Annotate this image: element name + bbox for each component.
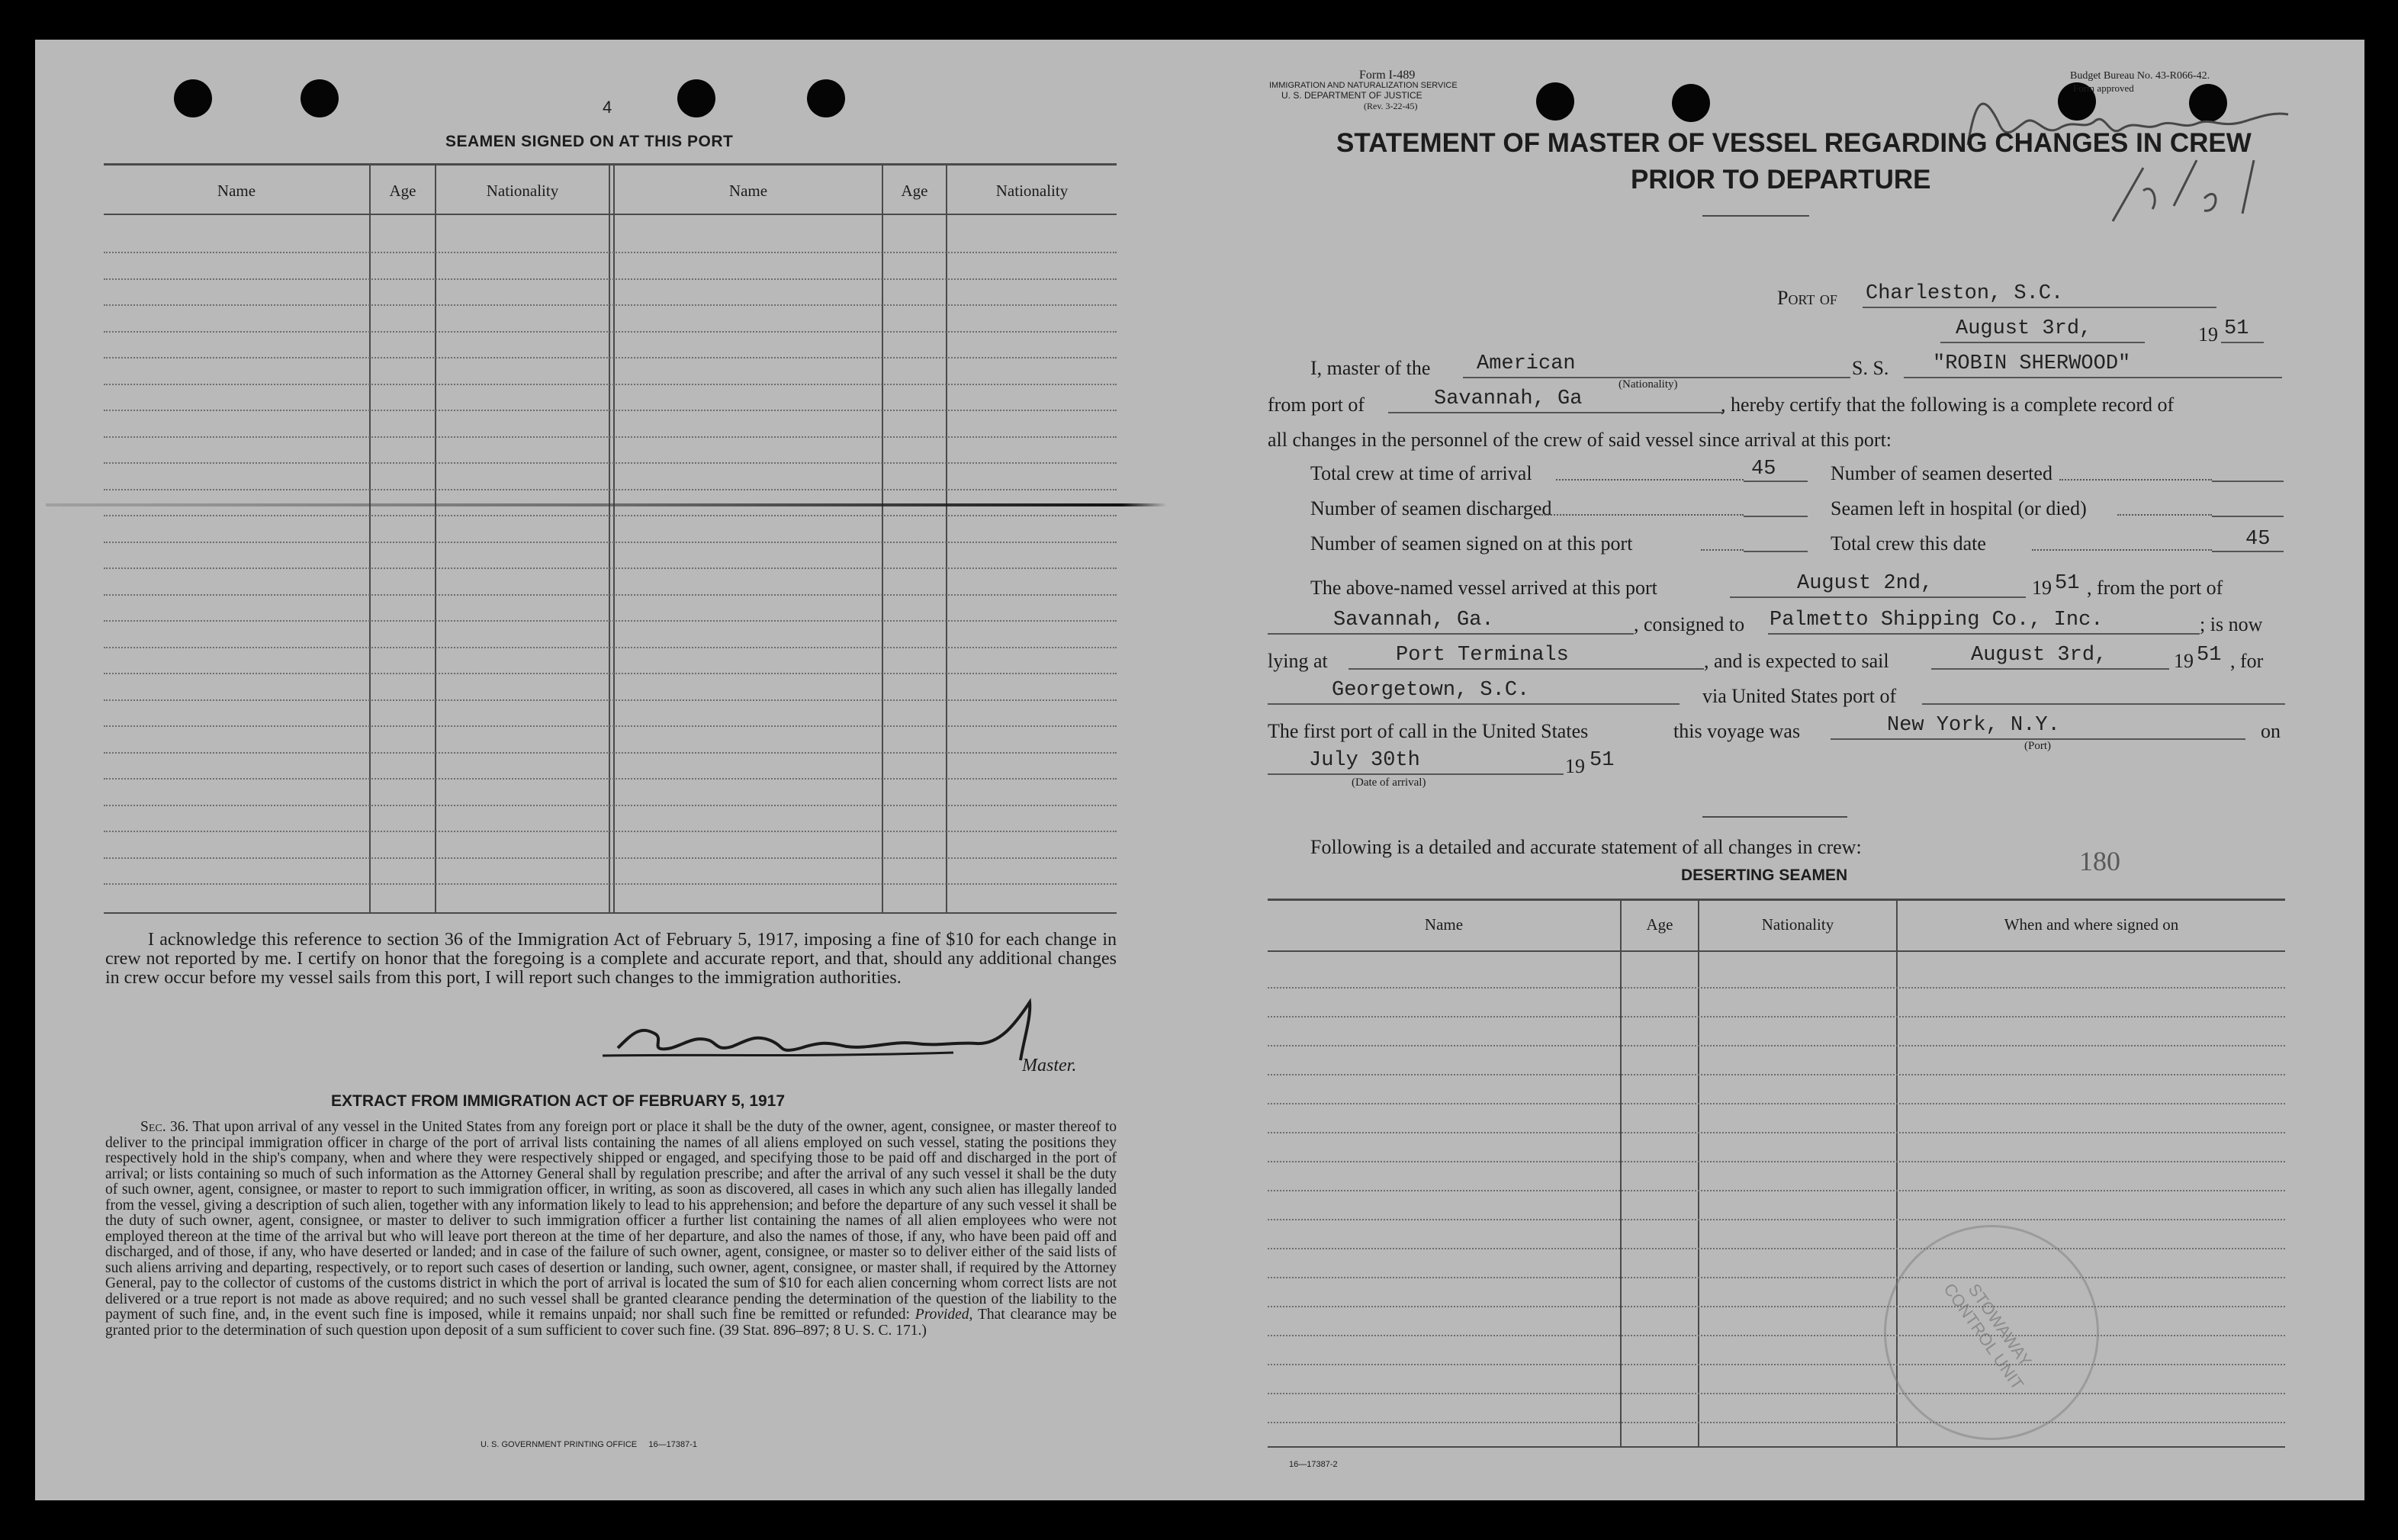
- form-approved: Form approved: [2073, 82, 2134, 94]
- col-header-age: Age: [901, 182, 928, 200]
- is-now-label: ; is now: [2200, 613, 2263, 635]
- expected-label: , and is expected to sail: [1704, 650, 1889, 672]
- leader-dots: [2059, 479, 2212, 481]
- arrived-year-prefix: 19: [2032, 577, 2052, 599]
- certify-text: , hereby certify that the following is a complete record of: [1721, 394, 2175, 416]
- hospital-line: [2212, 516, 2284, 517]
- for-label: , for: [2230, 650, 2264, 672]
- from-port-label: from port of: [1268, 394, 1365, 416]
- sail-date: August 3rd,: [1971, 644, 2107, 667]
- first-year: 51: [1590, 749, 1615, 772]
- col-header-nationality: Nationality: [995, 182, 1069, 200]
- deserted-line: [2212, 481, 2284, 482]
- table-row: [1268, 1335, 2285, 1336]
- first-port-label: The first port of call in the United States: [1268, 720, 1589, 742]
- form-title-line-1: STATEMENT OF MASTER OF VESSEL REGARDING CHANGES IN CREW: [1336, 128, 2252, 158]
- sail-date-line: [1931, 668, 2169, 670]
- lying-at-line: [1348, 668, 1704, 670]
- certify-text-2: all changes in the personnel of the crew of said vessel since arrival at this port:: [1268, 429, 1892, 451]
- port-of-value: Charleston, S.C.: [1866, 282, 2064, 305]
- arrived-date-line: [1730, 596, 2026, 598]
- table-row: [1268, 1161, 2285, 1162]
- table-row: [1268, 1103, 2285, 1104]
- deserting-title: DESERTING SEAMEN: [1681, 866, 1848, 884]
- deserting-col-nationality: Nationality: [1761, 915, 1834, 934]
- table-row: [1268, 1190, 2285, 1191]
- this-voyage-label: this voyage was: [1673, 720, 1801, 742]
- total-date-value: 45: [2245, 528, 2271, 551]
- deserting-col-name: Name: [1424, 915, 1464, 934]
- report-date-line: [1940, 342, 2145, 343]
- sail-year-prefix: 19: [2174, 650, 2194, 672]
- table-row: [1268, 1393, 2285, 1394]
- nationality-caption: (Nationality): [1618, 378, 1678, 391]
- lying-at-value: Port Terminals: [1396, 644, 1569, 667]
- total-arrival-value: 45: [1751, 458, 1776, 481]
- stamp-text: STOWAWAY CONTROL UNIT: [1940, 1279, 2036, 1394]
- section-rule: [1702, 816, 1847, 818]
- first-arrival-line: [1268, 773, 1564, 775]
- hospital-label: Seamen left in hospital (or died): [1831, 497, 2087, 519]
- footer-code: 16—17387-2: [1289, 1460, 1338, 1469]
- master-of-label: I, master of the: [1310, 357, 1431, 379]
- table-row: [1268, 1277, 2285, 1278]
- following-label: Following is a detailed and accurate statement of all changes in crew:: [1310, 836, 1862, 858]
- acknowledgment-text: I acknowledge this reference to section 36 of the Immigration Act of February 5, 1917, imposing a fine of $10 for each change in crew not reported by me. I certify on honor that the foregoing is a complete and accurate report, and that, should any additional changes in crew occur before my vessel sails from this port, I will report such changes to the immigration authorities.: [105, 930, 1117, 988]
- table-row: [1268, 1045, 2285, 1046]
- vessel-nationality: American: [1477, 352, 1576, 375]
- from-the-port-label: , from the port of: [2087, 577, 2223, 599]
- leader-dots: [1556, 479, 1744, 481]
- first-arrival-date: July 30th: [1309, 749, 1420, 772]
- table-row: [1268, 1422, 2285, 1423]
- col-header-name: Name: [728, 182, 768, 200]
- table-row: [1268, 1132, 2285, 1133]
- signed-on-line: [1744, 551, 1808, 552]
- via-line: [1922, 703, 2285, 705]
- deserting-col-when-where: When and where signed on: [2004, 915, 2179, 934]
- col-header-name: Name: [217, 182, 256, 200]
- destination: Georgetown, S.C.: [1332, 679, 1530, 702]
- title-rule: [1702, 215, 1809, 217]
- arrived-label: The above-named vessel arrived at this port: [1310, 577, 1657, 599]
- table-row: [1268, 1306, 2285, 1307]
- consignee: Palmetto Shipping Co., Inc.: [1770, 609, 2104, 632]
- consigned-label: , consigned to: [1634, 613, 1745, 635]
- table-row: [1268, 1248, 2285, 1249]
- table-row: [1268, 1016, 2285, 1018]
- year-line: [2221, 342, 2264, 343]
- arrived-date: August 2nd,: [1797, 572, 1934, 595]
- revision-date: (Rev. 3-22-45): [1364, 101, 1418, 111]
- form-number: Form I-489: [1359, 69, 1416, 82]
- deserted-label: Number of seamen deserted: [1831, 462, 2052, 484]
- first-port-value: New York, N.Y.: [1887, 714, 2060, 737]
- arrived-from-port: Savannah, Ga.: [1333, 609, 1494, 632]
- date-caption: (Date of arrival): [1352, 776, 1426, 789]
- leader-dots: [1701, 549, 1744, 551]
- lying-at-label: lying at: [1268, 650, 1328, 672]
- port-of-line: [1863, 307, 2216, 308]
- discharged-label: Number of seamen discharged: [1310, 497, 1552, 519]
- form-title-line-2: PRIOR TO DEPARTURE: [1631, 165, 1931, 195]
- leader-dots: [2117, 514, 2212, 516]
- stamp-number: 180: [2079, 846, 2120, 876]
- destination-line: [1268, 703, 1680, 705]
- from-port-line: [1388, 412, 1724, 413]
- deserting-col-age: Age: [1646, 915, 1673, 934]
- agency-name: IMMIGRATION AND NATURALIZATION SERVICE: [1269, 81, 1458, 90]
- page-number: 4: [603, 98, 612, 117]
- consignee-line: [1768, 633, 2200, 635]
- extract-body: That upon arrival of any vessel in the United States from any foreign port or place it shall be the duty of the owner, agent, consignee, or master thereof to deliver to the principal immigration officer in charge of the port of arrival lists containing the names of all aliens employed on such vessel, stating the positions they respectively hold in the ship's company, when and where they were respectively shipped or engaged, and specifying those to be paid off and discharged in the port of arrival; or lists containing so much of such information as the Attorney General shall by regulation prescribe; and after the arrival of any such vessel it shall be the duty of such owner, agent, consignee, or master to report to such immigration officer, in writing, as soon as discovered, all cases in which any such alien has illegally landed from the vessel, giving a description of such alien, together with any information likely to lead to his apprehension; and before the departure of any such vessel it shall be the duty of such owner, agent, consignee, or master to deliver to such immigration officer a further list containing the names of all alien employees who were not employed thereon at the time of the arrival but who will leave port thereon at the time of her departure, and also the names of those, if any, who have been paid off and discharged, and of those, if any, who have deserted or landed; and in case of the failure of such owner, agent, consignee, or master so to deliver either of the said lists of such aliens arriving and departing, respectively, or to report such cases of desertion or landing, such owner, agent, consignee, or master shall, if required by the Attorney General, pay to the collector of customs of the customs district in which the port of arrival is located the sum of $10 for each alien concerning whom correct lists are not delivered or a true report is not made as above required; and no such vessel shall be granted clearance pending the determination of the question of the liability to the payment of such fine, and, in the event such fine is imposed, while it remains unpaid; nor shall such fine be remitted or refunded:: [105, 1119, 1117, 1323]
- sail-year: 51: [2197, 644, 2222, 667]
- table-row: [1268, 1364, 2285, 1365]
- report-year: 51: [2224, 317, 2249, 340]
- extract-title: EXTRACT FROM IMMIGRATION ACT OF FEBRUARY 5, 1917: [331, 1092, 786, 1110]
- arrived-from-line: [1268, 633, 1634, 635]
- deserting-top-rule: [1268, 899, 2285, 901]
- signed-on-label: Number of seamen signed on at this port: [1310, 532, 1633, 555]
- control-unit-stamp: [1884, 1225, 2099, 1440]
- vessel-name-line: [1904, 377, 2282, 378]
- table-row: [1268, 1219, 2285, 1220]
- ss-label: S. S.: [1852, 357, 1889, 379]
- total-arrival-label: Total crew at time of arrival: [1310, 462, 1532, 484]
- table-row: [1268, 987, 2285, 989]
- arrived-year: 51: [2055, 572, 2080, 595]
- proviso-word: Provided,: [915, 1307, 973, 1323]
- department-name: U. S. DEPARTMENT OF JUSTICE: [1281, 90, 1422, 101]
- leader-dots: [1539, 514, 1744, 516]
- via-label: via United States port of: [1702, 685, 1897, 707]
- total-date-line: [2212, 551, 2284, 552]
- port-caption: (Port): [2024, 740, 2051, 752]
- first-year-prefix: 19: [1565, 755, 1585, 777]
- port-of-label: Port of: [1777, 287, 1837, 309]
- year-prefix: 19: [2198, 323, 2218, 346]
- from-port-value: Savannah, Ga: [1434, 387, 1583, 410]
- section-label: Sec. 36.: [140, 1119, 189, 1135]
- vessel-name: "ROBIN SHERWOOD": [1933, 352, 2131, 375]
- on-label: on: [2261, 720, 2281, 742]
- printing-office: U. S. GOVERNMENT PRINTING OFFICE 16—17387-1: [481, 1440, 698, 1449]
- report-date: August 3rd,: [1956, 317, 2092, 340]
- budget-bureau: Budget Bureau No. 43-R066-42.: [2070, 70, 2210, 82]
- deserting-bottom-rule: [1268, 1446, 2285, 1448]
- master-label: Master.: [1022, 1056, 1077, 1075]
- total-date-label: Total crew this date: [1831, 532, 1986, 555]
- col-header-age: Age: [389, 182, 416, 200]
- section-title: SEAMEN SIGNED ON AT THIS PORT: [445, 133, 734, 150]
- leader-dots: [2032, 549, 2212, 551]
- total-arrival-line: [1744, 481, 1808, 482]
- col-header-nationality: Nationality: [486, 182, 559, 200]
- extract-tail: That clearance may be granted prior to the determination of such question upon deposit of a sum sufficient to cover such fine. (39 Stat. 896–897; 8 U. S. C. 171.): [105, 1307, 1117, 1339]
- table-row: [1268, 1074, 2285, 1075]
- discharged-line: [1744, 516, 1808, 517]
- deserting-header-rule: [1268, 950, 2285, 952]
